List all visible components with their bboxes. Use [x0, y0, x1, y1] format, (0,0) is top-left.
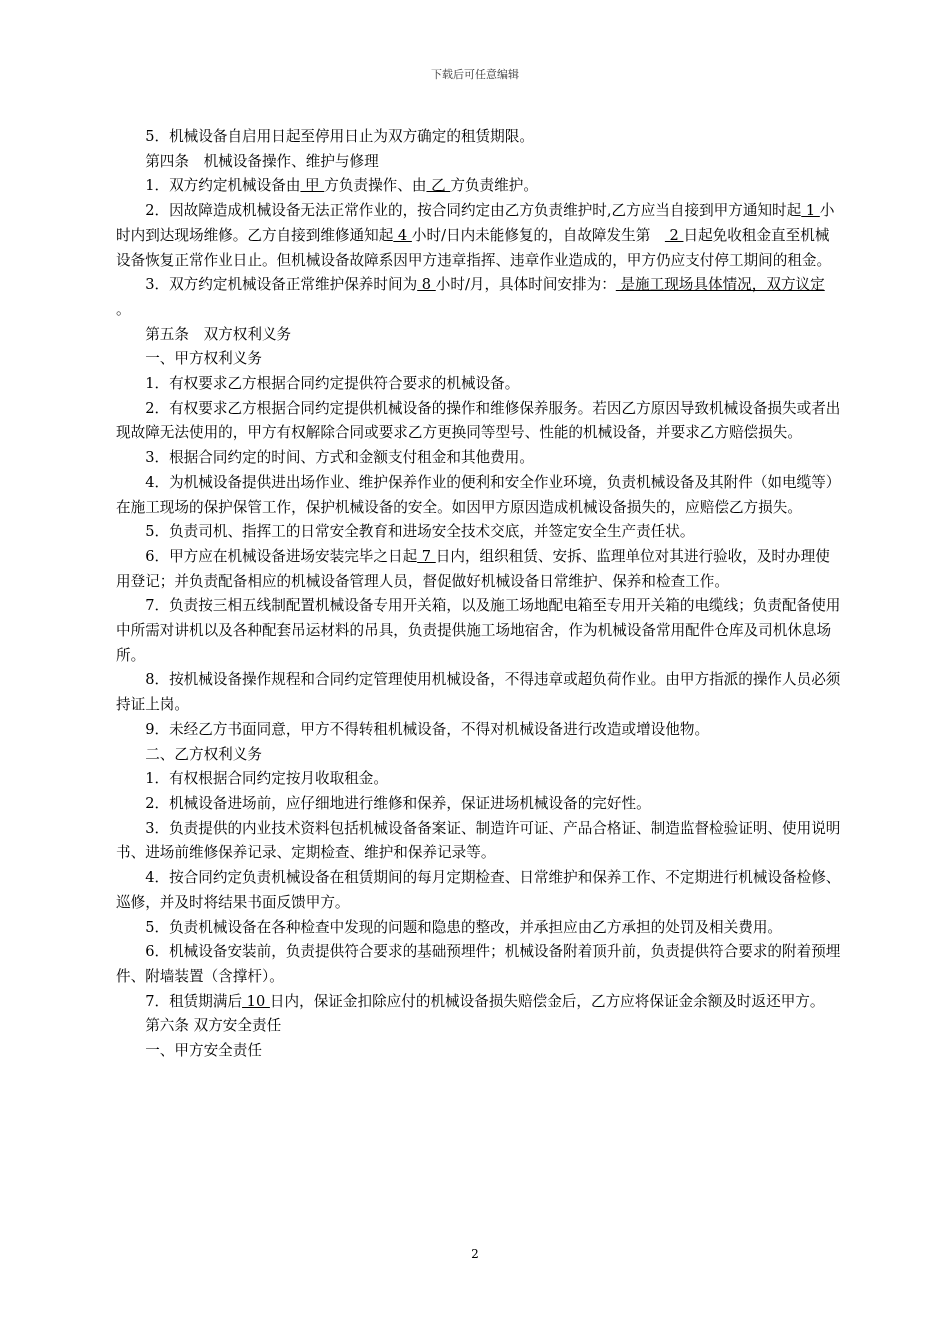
section-heading: 第五条 双方权利义务: [145, 325, 292, 343]
paragraph: 4．为机械设备提供进出场作业、维护保养作业的便利和安全作业环境，负责机械设备及其附件（如电缆等）在施工现场的保护保管工作，保护机械设备的安全。如因甲方原因造成机械设备损失的，应赔偿乙方损失。: [116, 473, 841, 516]
document-body: [116, 125, 842, 1064]
paragraph: 4．按合同约定负责机械设备在租赁期间的每月定期检查、日常维护和保养工作、不定期进行机械设备检修、巡修，并及时将结果书面反馈甲方。: [116, 869, 841, 911]
section-heading: 第四条 机械设备操作、维护与修理: [145, 152, 379, 170]
text: 2．因故障造成机械设备无法正常作业的，按合同约定由乙方负责维护时,乙方应当自接到甲方通知时起: [145, 202, 802, 220]
text: 3．双方约定机械设备正常维护保养时间为: [145, 276, 418, 294]
paragraph: 5．负责机械设备在各种检查中发现的问题和隐患的整改，并承担应由乙方承担的处罚及相关费用。: [145, 918, 783, 936]
paragraph: 5．机械设备自启用日起至停用日止为双方确定的租赁期限。: [145, 128, 534, 145]
blank-field: 10: [242, 992, 270, 1010]
paragraph: 5．负责司机、指挥工的日常安全教育和进场安全技术交底，并签定安全生产责任状。: [145, 523, 695, 541]
text: 7．租赁期满后: [145, 992, 243, 1010]
blank-field: 1: [801, 202, 820, 220]
text: 日内，保证金扣除应付的机械设备损失赔偿金后，乙方应将保证金余额及时返还甲方。: [269, 992, 825, 1010]
paragraph: [116, 174, 842, 199]
page-number: 2: [471, 1247, 479, 1261]
blank-field: 甲: [300, 177, 325, 195]
paragraph: 1．有权要求乙方根据合同约定提供符合要求的机械设备。: [145, 375, 520, 393]
text: 日内，组织租赁、安拆、监理单位对其进行验收，及时办理使用登记；并负责配备相应的机械设备管理人员，督促做好机械设备日常维护、保养和检查工作。: [116, 547, 830, 590]
blank-field: 乙: [426, 177, 451, 195]
paragraph: 7．负责按三相五线制配置机械设备专用开关箱，以及施工场地配电箱至专用开关箱的电缆线；负责配备使用中所需对讲机以及各种配套吊运材料的吊具，负责提供施工场地宿舍，作为机械设备常用配件仓库及司机休息场所。: [116, 597, 841, 664]
paragraph: 1．有权根据合同约定按月收取租金。: [145, 770, 388, 788]
blank-field: 2: [664, 226, 684, 244]
blank-field: 4: [393, 226, 412, 244]
paragraph: 2．机械设备进场前，应仔细地进行维修和保养，保证进场机械设备的完好性。: [145, 794, 651, 812]
page-header: 下载后可任意编辑: [431, 68, 519, 81]
text: 6．甲方应在机械设备进场安装完毕之日起: [145, 547, 418, 565]
paragraph: 6．机械设备安装前，负责提供符合要求的基础预埋件；机械设备附着顶升前，负责提供符合要求的附着预埋件、附墙装置（含撑杆）。: [116, 943, 841, 985]
text: 小时内到达现场维修。乙方自接到维修通知起: [116, 202, 835, 244]
subsection-heading: 一、甲方安全责任: [145, 1042, 262, 1060]
subsection-heading: 一、甲方权利义务: [145, 350, 262, 368]
blank-field: 是施工现场具体情况，双方议定: [615, 276, 825, 294]
paragraph: 3．负责提供的内业技术资料包括机械设备备案证、制造许可证、产品合格证、制造监督检验证明、使用说明书、进场前维修保养记录、定期检查、维护和保养记录等。: [116, 819, 841, 862]
text: 。: [116, 300, 131, 318]
section-heading: 第六条 双方安全责任: [145, 1017, 282, 1035]
subsection-heading: 二、乙方权利义务: [145, 745, 262, 763]
paragraph: 8．按机械设备操作规程和合同约定管理使用机械设备，不得违章或超负荷作业。由甲方指派的操作人员必须持证上岗。: [116, 671, 841, 714]
text: 1．双方约定机械设备由: [145, 177, 301, 195]
paragraph: [116, 545, 842, 594]
text: 方负责操作、由: [324, 177, 427, 195]
blank-field: 7: [417, 547, 436, 565]
text: 小时/日内未能修复的，自故障发生第: [411, 226, 665, 244]
blank-field: 8: [417, 276, 436, 294]
paragraph: [116, 199, 842, 273]
paragraph: 9．未经乙方书面同意，甲方不得转租机械设备，不得对机械设备进行改造或增设他物。: [145, 720, 710, 738]
paragraph: 2．有权要求乙方根据合同约定提供机械设备的操作和维修保养服务。若因乙方原因导致机械设备损失或者出现故障无法使用的，甲方有权解除合同或要求乙方更换同等型号、性能的机械设备，并要求乙方赔偿损失。: [116, 399, 841, 442]
text: 日起免收租金直至机械设备恢复正常作业日止。但机械设备故障系因甲方违章指挥、违章作业造成的，甲方仍应支付停工期间的租金。: [116, 226, 832, 269]
paragraph: [116, 273, 842, 322]
paragraph: 3．根据合同约定的时间、方式和金额支付租金和其他费用。: [145, 449, 534, 467]
text: 小时/月，具体时间安排为：: [435, 276, 616, 294]
text: 方负责维护。: [450, 177, 538, 195]
paragraph: [116, 990, 842, 1015]
